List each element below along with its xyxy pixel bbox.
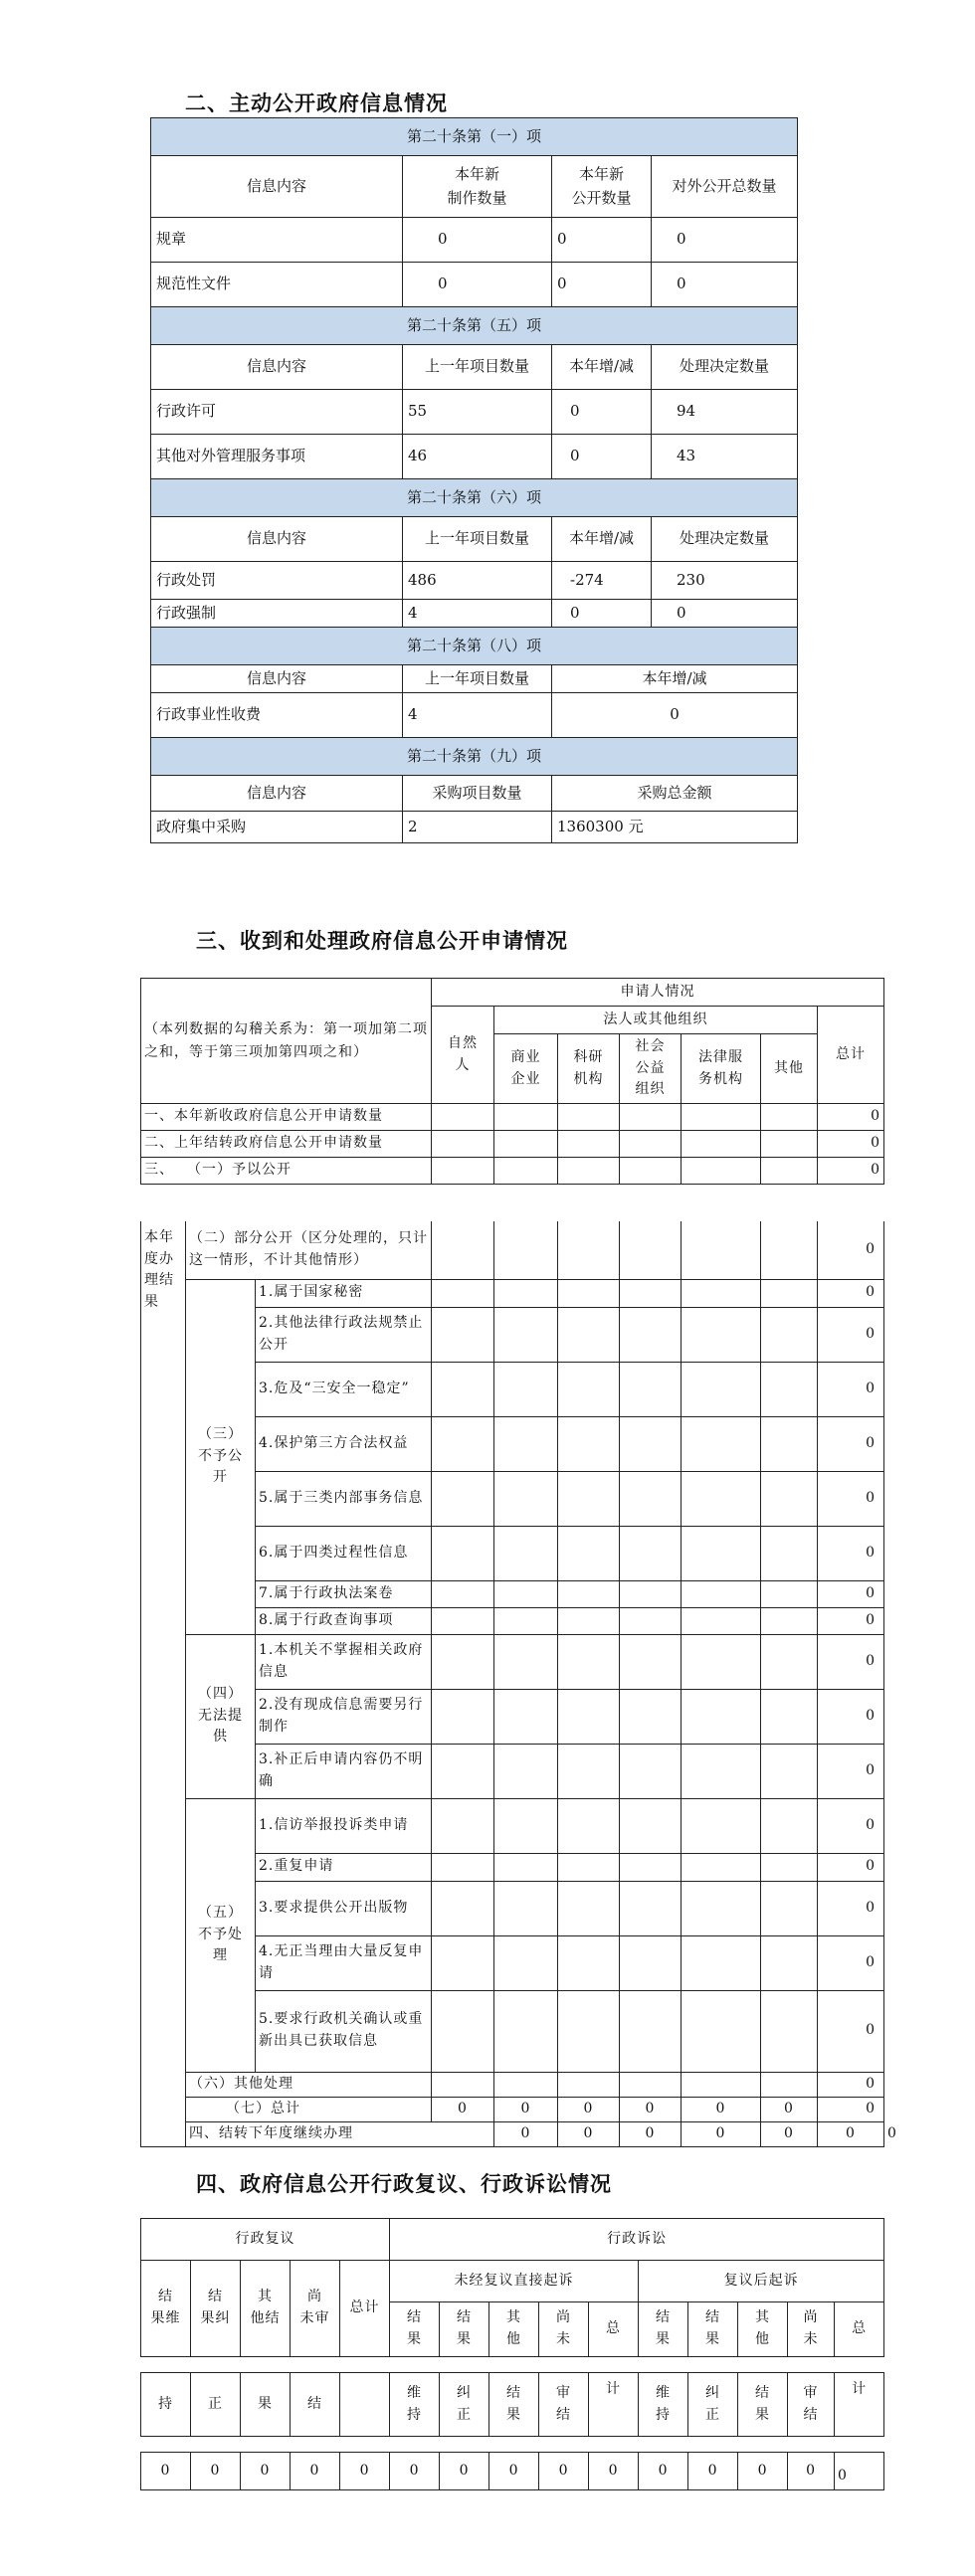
- cell: 0: [818, 1689, 884, 1744]
- cell: 0: [141, 2453, 191, 2490]
- row-label: （六）其他处理: [186, 2072, 432, 2097]
- band-title: 第二十条第（五）项: [151, 307, 798, 345]
- th: 信息内容: [151, 517, 403, 562]
- cell: 0: [552, 218, 652, 263]
- row-label: 2.其他法律行政法规禁止公开: [256, 1307, 432, 1362]
- th: 本年新 制作数量: [403, 156, 552, 218]
- cell: 0: [738, 2453, 788, 2490]
- cell: 0: [589, 2453, 639, 2490]
- th-review: 行政复议: [141, 2219, 390, 2261]
- cell: 0: [440, 2453, 489, 2490]
- th: 信息内容: [151, 345, 403, 390]
- cell: 0: [539, 2453, 589, 2490]
- cell: 43: [652, 435, 798, 479]
- row-label: 1.本机关不掌握相关政府信息: [256, 1634, 432, 1689]
- cell: 0: [390, 2453, 440, 2490]
- th-legal: 法人或其他组织: [494, 1007, 818, 1034]
- th-law-col: 其 他: [738, 2302, 788, 2357]
- th-law-col: 结 果: [688, 2302, 738, 2357]
- row-label: 5.要求行政机关确认或重新出具已获取信息: [256, 1990, 432, 2072]
- th-type: 社会 公益 组织: [620, 1034, 682, 1104]
- cell: 0: [403, 263, 552, 307]
- th-law-col: 尚 未: [788, 2302, 835, 2357]
- cell: 0: [818, 1104, 884, 1131]
- th-type: 科研 机构: [558, 1034, 620, 1104]
- th-law-col: 审 结: [539, 2373, 589, 2437]
- th-review-col: 结 果纠: [191, 2261, 241, 2357]
- year-label: 本年 度办 理结 果: [141, 1221, 186, 2146]
- row-label: 政府集中采购: [151, 812, 403, 843]
- cell: 0: [818, 1307, 884, 1362]
- band-title: 第二十条第（九）项: [151, 738, 798, 776]
- th-natural: 自然 人: [432, 1007, 494, 1104]
- row-label: 二、上年结转政府信息公开申请数量: [141, 1131, 432, 1158]
- cell: 0: [620, 2121, 682, 2146]
- th: 处理决定数量: [652, 517, 798, 562]
- cell: 486: [403, 562, 552, 600]
- row-label: 3.补正后申请内容仍不明确: [256, 1744, 432, 1798]
- cell: 0: [818, 1798, 884, 1853]
- th-review-col: 其 他结: [241, 2261, 291, 2357]
- cell: 0: [761, 2097, 818, 2121]
- cell: 0: [818, 1744, 884, 1798]
- section2-heading: 二、主动公开政府信息情况: [185, 92, 448, 115]
- th-law-col: 结 果: [489, 2373, 539, 2437]
- row-label: 6.属于四类过程性信息: [256, 1526, 432, 1580]
- cell: 0: [639, 2453, 688, 2490]
- row-label: 其他对外管理服务事项: [151, 435, 403, 479]
- row-label: 三、: [144, 1162, 174, 1179]
- cell: 0: [494, 2097, 558, 2121]
- th-review-col: 结 果维: [141, 2261, 191, 2357]
- row-label: （二）部分公开（区分处理的，只计这一情形，不计其他情形）: [186, 1221, 432, 1279]
- th: 信息内容: [151, 665, 403, 693]
- th-review-col: [340, 2373, 390, 2437]
- th-law-col: 结 果: [738, 2373, 788, 2437]
- cell: 0: [682, 2097, 761, 2121]
- th-law-col: 维 持: [390, 2373, 440, 2437]
- row-label: 8.属于行政查询事项: [256, 1607, 432, 1634]
- row-label: 四、结转下年度继续办理: [186, 2121, 494, 2146]
- cell: 0: [652, 263, 798, 307]
- cell: 1360300 元: [552, 812, 798, 843]
- cell: 0: [552, 263, 652, 307]
- band-title: 第二十条第（六）项: [151, 479, 798, 517]
- th-law-col: 纠 正: [688, 2373, 738, 2437]
- th-law-col: 维 持: [639, 2373, 688, 2437]
- th: 采购项目数量: [403, 776, 552, 812]
- cell: 0: [818, 2072, 884, 2097]
- th-law-col: 其 他: [489, 2302, 539, 2357]
- cell: 55: [403, 390, 552, 435]
- th: 本年增/减: [552, 345, 652, 390]
- th: 采购总金额: [552, 776, 798, 812]
- row-label: 3.危及“三安全一稳定”: [256, 1362, 432, 1416]
- cell: 0: [835, 2453, 884, 2490]
- cell: 0: [818, 1881, 884, 1935]
- th-review-col: 尚 未审: [291, 2261, 340, 2357]
- cell: 0: [818, 1935, 884, 1990]
- row-label: 行政强制: [151, 600, 403, 628]
- th-law-col: 纠 正: [440, 2373, 489, 2437]
- row-label: 1.属于国家秘密: [256, 1279, 432, 1307]
- cell: 0: [432, 2097, 494, 2121]
- th-review-col: 结: [291, 2373, 340, 2437]
- cell: 46: [403, 435, 552, 479]
- th-law-col: 总: [589, 2302, 639, 2357]
- th-after: 复议后起诉: [639, 2261, 884, 2302]
- th: 上一年项目数量: [403, 345, 552, 390]
- band-title: 第二十条第（一）项: [151, 118, 798, 156]
- cell: 0: [818, 1580, 884, 1607]
- th-law-col: 结 果: [639, 2302, 688, 2357]
- th: 信息内容: [151, 776, 403, 812]
- row-label: 4.保护第三方合法权益: [256, 1416, 432, 1471]
- cell: 0: [818, 1158, 884, 1185]
- th-type: 其他: [761, 1034, 818, 1104]
- row-label: 行政许可: [151, 390, 403, 435]
- th: 上一年项目数量: [403, 665, 552, 693]
- row-label: 规章: [151, 218, 403, 263]
- band-title: 第二十条第（八）项: [151, 628, 798, 665]
- row-label: 3.要求提供公开出版物: [256, 1881, 432, 1935]
- cell: 0: [818, 1471, 884, 1526]
- group-label: （五） 不予处 理: [186, 1798, 256, 2072]
- cell: 0: [558, 2121, 620, 2146]
- cell: 0: [652, 218, 798, 263]
- cell: 0: [818, 1362, 884, 1416]
- cell: 0: [494, 2121, 558, 2146]
- th: 处理决定数量: [652, 345, 798, 390]
- th-applicant: 申请人情况: [432, 979, 884, 1007]
- section3-table-bottom: 本年 度办 理结 果 （二）部分公开（区分处理的，只计这一情形，不计其他情形） 0 （三） 不予公 开 1.属于国家秘密 0 2.其他法律行政法规禁止公开 0 3.危及“三安全一稳定” 0 4.保护第三方合法权益 0 5.属于三类内部事务信息 0 6.属于四类过程性信息 0 7.属于行政执法案卷 0 8.属于行政查询事项 0 （四） 无法提 供 1.本机关不掌握相关政府信息 0 2.没有现成信息需要另行制作 0 3.补正后申请内容仍不明确 0 （五） 不予处 理 1.信访举报投诉类申请 0 2.重复申请 0 3.要求提供公开出版物 0 4.无正当理由大量反复申请 0 5.要求行政机关确认或重新出具已获取信息 0 （六）其他处理 0 （七）总计 0 0 0 0 0 0 0 四、结转下年度继续办理 0 0 0 0 0 0 0: [140, 1221, 884, 2147]
- row-label: （七）总计: [186, 2097, 432, 2121]
- th-total: 总计: [818, 1007, 884, 1104]
- cell: 0: [682, 2121, 761, 2146]
- row-label: 4.无正当理由大量反复申请: [256, 1935, 432, 1990]
- cell: 0: [241, 2453, 291, 2490]
- cell: 0: [818, 1853, 884, 1881]
- cell: 0: [340, 2453, 390, 2490]
- row-label: 2.没有现成信息需要另行制作: [256, 1689, 432, 1744]
- cell: 4: [403, 693, 552, 738]
- row-label: 行政处罚: [151, 562, 403, 600]
- row-label: 2.重复申请: [256, 1853, 432, 1881]
- th-lawsuit: 行政诉讼: [390, 2219, 884, 2261]
- section4-table: [140, 2218, 884, 2490]
- cell: 0: [818, 1526, 884, 1580]
- th-law-col: 尚 未: [539, 2302, 589, 2357]
- section2-table: [150, 117, 798, 843]
- cell: 0: [552, 390, 652, 435]
- section3-table-top: [140, 978, 884, 1185]
- cell: 0: [818, 1634, 884, 1689]
- cell: 0: [558, 2097, 620, 2121]
- cell: 0: [403, 218, 552, 263]
- row-label: 行政事业性收费: [151, 693, 403, 738]
- cell: 0: [818, 1607, 884, 1634]
- cell: 0: [652, 600, 798, 628]
- row-label: （一）予以公开: [194, 1162, 292, 1179]
- th-law-col: 计: [589, 2373, 639, 2437]
- note-cell: （本列数据的勾稽关系为：第一项加第二项之和，等于第三项加第四项之和）: [141, 979, 432, 1104]
- section4-heading: 四、政府信息公开行政复议、行政诉讼情况: [196, 2172, 612, 2196]
- th-direct: 未经复议直接起诉: [390, 2261, 639, 2302]
- row-label: 一、本年新收政府信息公开申请数量: [141, 1104, 432, 1131]
- cell: 0: [489, 2453, 539, 2490]
- cell: 0: [818, 1279, 884, 1307]
- th: 信息内容: [151, 156, 403, 218]
- cell: 0: [191, 2453, 241, 2490]
- th: 本年增/减: [552, 665, 798, 693]
- th: 对外公开总数量: [652, 156, 798, 218]
- cell: 0: [788, 2453, 835, 2490]
- th-law-col: 计: [835, 2373, 884, 2437]
- group-label: （四） 无法提 供: [186, 1634, 256, 1798]
- group-label: （三） 不予公 开: [186, 1279, 256, 1634]
- cell: 0: [552, 693, 798, 738]
- th-law-col: 结 果: [390, 2302, 440, 2357]
- row-label: 规范性文件: [151, 263, 403, 307]
- cell: 0: [552, 435, 652, 479]
- cell: 0: [291, 2453, 340, 2490]
- section3-heading: 三、收到和处理政府信息公开申请情况: [196, 929, 568, 953]
- cell: 4: [403, 600, 552, 628]
- row-label: 5.属于三类内部事务信息: [256, 1471, 432, 1526]
- cell: 94: [652, 390, 798, 435]
- cell: 0: [818, 1990, 884, 2072]
- th-review-col: 总计: [340, 2261, 390, 2357]
- row-label: 7.属于行政执法案卷: [256, 1580, 432, 1607]
- th-type: 法律服 务机构: [682, 1034, 761, 1104]
- cell: 0: [688, 2453, 738, 2490]
- row-label: 1.信访举报投诉类申请: [256, 1798, 432, 1853]
- cell: 0: [818, 1416, 884, 1471]
- th-type: 商业 企业: [494, 1034, 558, 1104]
- cell: 0: [818, 2121, 884, 2146]
- th: 本年增/减: [552, 517, 652, 562]
- th-review-col: 正: [191, 2373, 241, 2437]
- cell: 0: [818, 1131, 884, 1158]
- th-law-col: 审 结: [788, 2373, 835, 2437]
- cell: 0: [818, 1221, 884, 1279]
- th-law-col: 总: [835, 2302, 884, 2357]
- cell: -274: [552, 562, 652, 600]
- cell: 0: [620, 2097, 682, 2121]
- cell: 0: [818, 2097, 884, 2121]
- cell: 0: [552, 600, 652, 628]
- th: 本年新 公开数量: [552, 156, 652, 218]
- th-review-col: 持: [141, 2373, 191, 2437]
- cell: 0: [761, 2121, 818, 2146]
- th: 上一年项目数量: [403, 517, 552, 562]
- cell: 2: [403, 812, 552, 843]
- cell: 230: [652, 562, 798, 600]
- th-law-col: 结 果: [440, 2302, 489, 2357]
- th-review-col: 果: [241, 2373, 291, 2437]
